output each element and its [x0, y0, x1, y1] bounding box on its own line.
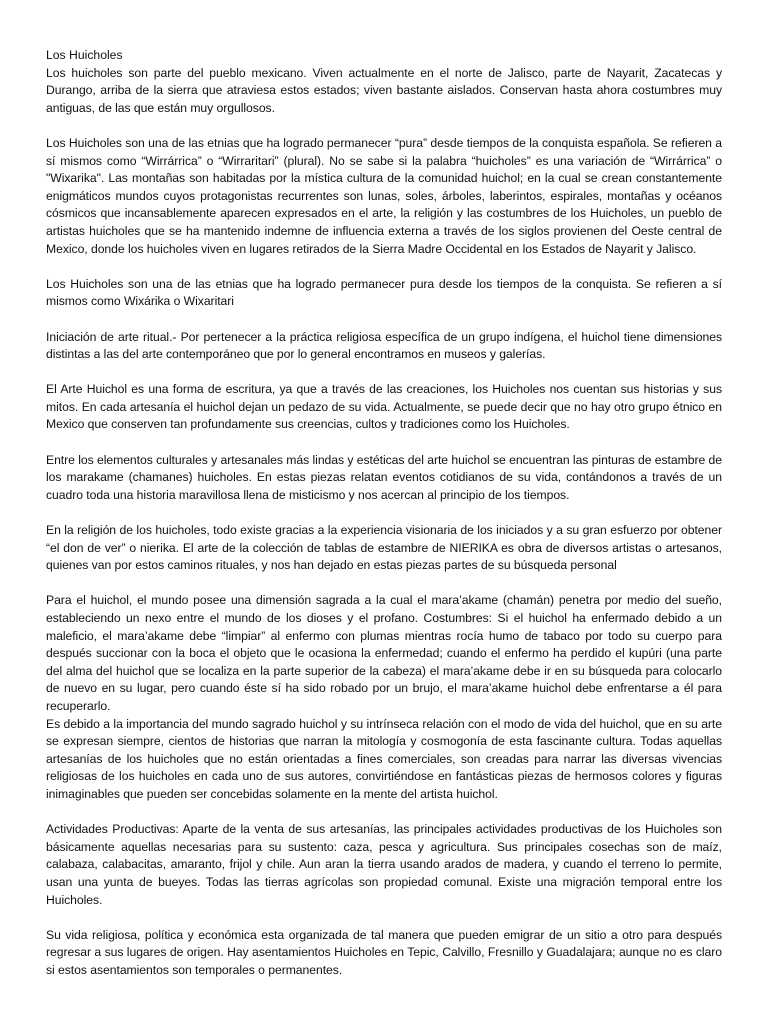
paragraph-importancia: Es debido a la importancia del mundo sagrado huichol y su intrínseca relación con el modo de vida del huichol, que en su arte se expresan siempre, cientos de historias que narran la mitología y cosmogonía de esta fascinante cultura. Todas aquellas artesanías de los huicholes que no están orientadas a fines comerciales, son creadas para narrar las diversas vivencias religiosas de los huicholes en cada uno de sus autores, convirtiéndose en fantásticas piezas de hermosos colores y figuras inimaginables que pueden ser concebidas solamente en la mente del artista huichol. [46, 716, 722, 801]
paragraph-intro: Los huicholes son parte del pueblo mexicano. Viven actualmente en el norte de Jalisco, parte de Nayarit, Zacatecas y Durango, arriba de la sierra que atraviesa estos estados; viven bastante aislados. Conservan hasta ahora costumbres muy antiguas, de las que están muy orgullosos. [46, 65, 722, 115]
paragraph-pinturas-estambre: Entre los elementos culturales y artesanales más lindas y estéticas del arte huichol se encuentran las pinturas de estambre de los marakame (chamanes) huicholes. En estas piezas relatan eventos cotidianos de su vida, contándonos a través de un cuadro toda una historia maravillosa llena de misticismo y nos acercan al principio de los tiempos. [46, 452, 722, 502]
paragraph-arte-escritura: El Arte Huichol es una forma de escritura, ya que a través de las creaciones, los Huicholes nos cuentan sus historias y sus mitos. En cada artesanía el huichol dejan un pedazo de su vida. Actualmente, se puede decir que no hay otro grupo étnico en Mexico que conserven tan profundamente sus creencias, cultos y tradiciones como los Huicholes. [46, 382, 722, 432]
paragraph-mundo-sagrado: Para el huichol, el mundo posee una dimensión sagrada a la cual el mara’akame (chamán) penetra por medio del sueño, estableciendo un nexo entre el mundo de los dioses y el profano. Costumbres: Si el huichol ha enfermado debido a un maleficio, el mara’akame debe “limpiar” al enfermo con plumas mientras rocía humo de tabaco por todo su cuerpo para después succionar con la boca el objeto que le ocasiona la enfermedad; cuando el enfermo ha perdido el kupúri (una parte del alma del huichol que se localiza en la parte superior de la cabeza) el mara’akame debe ir en su búsqueda para colocarlo de nuevo en su lugar, pero cuando éste sí ha sido robado por un brujo, el mara’akame huichol debe enfrentarse a él para recuperarlo. [46, 593, 722, 713]
paragraph-vida-religiosa: Su vida religiosa, política y económica esta organizada de tal manera que pueden emigrar de un sitio a otro para después regresar a sus lugares de origen. Hay asentamientos Huicholes en Tepic, Calvillo, Fresnillo y Guadalajara; aunque no es claro si estos asentamientos son temporales o permanentes. [46, 927, 722, 977]
paragraph-wixarika: Los Huicholes son una de las etnias que ha logrado permanecer pura desde los tiempos de la conquista. Se refieren a sí mismos como Wixárika o Wixaritari [46, 276, 722, 309]
paragraph-etnias-pura: Los Huicholes son una de las etnias que ha logrado permanecer “pura” desde tiempos de la conquista española. Se refieren a sí mismos como “Wirrárrica” o “Wirraritari” (plural). No se sabe si la palabra “huicholes” es una variación de “Wirrárrica” o "Wixarika". Las montañas son habitadas por la mística cultura de la comunidad huichol; en la cual se crean constantemente enigmáticos mundos cuyos protagonistas recurrentes son lunas, soles, árboles, laberintos, espirales, montañas y océanos cósmicos que incansablemente aparecen expresados en el arte, la religión y las costumbres de los Huicholes, un pueblo de artistas huicholes que se ha mantenido indemne de influencia externa a través de los siglos provienen del Oeste central de Mexico, donde los huicholes viven en lugares retirados de la Sierra Madre Occidental en los Estados de Nayarit y Jalisco. [46, 135, 722, 256]
paragraph-arte-ritual: Iniciación de arte ritual.- Por pertenecer a la práctica religiosa específica de un grupo indígena, el huichol tiene dimensiones distintas a las del arte contemporáneo que por lo general encontramos en museos y galerías. [46, 329, 722, 362]
document-title: Los Huicholes [46, 48, 123, 62]
paragraph-actividades: Actividades Productivas: Aparte de la venta de sus artesanías, las principales actividades productivas de los Huicholes son básicamente aquellas necesarias para su sustento: caza, pesca y agricultura. Sus principales cosechas son de maíz, calabaza, calabacitas, amaranto, frijol y chile. Aun aran la tierra usando arados de madera, y cuando el terreno lo permite, usan una yunta de bueyes. Todas las tierras agrícolas son propiedad comunal. Existe una migración temporal entre los Huicholes. [46, 822, 722, 907]
document-page [46, 47, 722, 997]
paragraph-religion: En la religión de los huicholes, todo existe gracias a la experiencia visionaria de los iniciados y a su gran esfuerzo por obtener “el don de ver” o nierika. El arte de la colección de tablas de estambre de NIERIKA es obra de diversos artistas o artesanos, quienes van por estos caminos rituales, y nos han dejado en estas piezas partes de su búsqueda personal [46, 523, 722, 573]
